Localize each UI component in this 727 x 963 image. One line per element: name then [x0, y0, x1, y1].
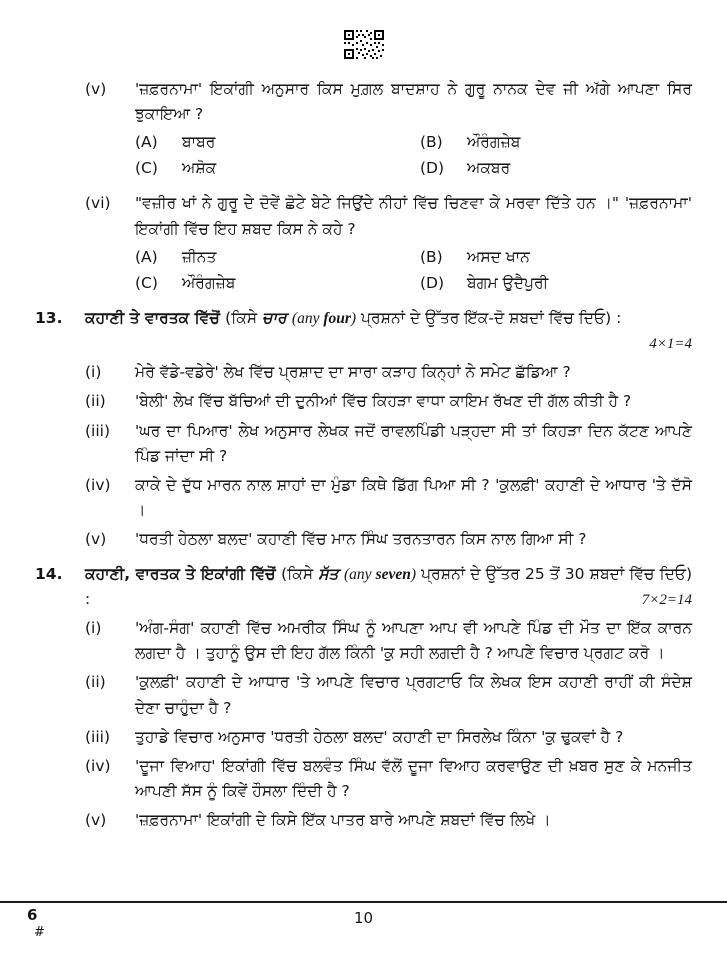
- question-text: ਤੁਹਾਡੇ ਵਿਚਾਰ ਅਨੁਸਾਰ 'ਧਰਤੀ ਹੇਠਲਾ ਬਲਦ' ਕਹਾਣੀ ਦਾ ਸਿਰਲੇਖ ਕਿੰਨਾ 'ਕੁ ਢੁਕਵਾਂ ਹੈ ?: [135, 727, 624, 746]
- question-text: 'ਜ਼ਫ਼ਰਨਾਮਾ' ਇਕਾਂਗੀ ਦੇ ਕਿਸੇ ਇੱਕ ਪਾਤਰ ਬਾਰੇ ਆਪਣੇ ਸ਼ਬਦਾਂ ਵਿੱਚ ਲਿਖੇ ।: [135, 811, 551, 830]
- question-label: (ii): [85, 392, 106, 411]
- question-label: (i): [85, 619, 102, 638]
- question-text: 'ਘਰ ਦਾ ਪਿਆਰ' ਲੇਖ ਅਨੁਸਾਰ ਲੇਖਕ ਜਦੋਂ ਰਾਵਲਪਿੰਡੀ ਪੜ੍ਹਦਾ ਸੀ ਤਾਂ ਕਿਹੜਾ ਦਿਨ ਕੱਟਣ ਆਪਣੇ ਪਿੰਡ ਜਾਂਦਾ ਸੀ ?: [135, 421, 692, 465]
- question-label: (vi): [85, 194, 111, 213]
- option-text: ਜ਼ੀਨਤ: [182, 247, 217, 266]
- option-label: (A): [135, 247, 158, 266]
- option-label: (B): [420, 247, 443, 266]
- keyword-english-post: ): [410, 566, 417, 584]
- option-text: ਅਸਦ ਖਾਨ: [467, 247, 530, 266]
- section-title-rest: ਪ੍ਰਸ਼ਨਾਂ ਦੇ ਉੱਤਰ 25 ਤੋਂ 30 ਸ਼ਬਦਾਂ ਵਿੱਚ ਦਿਓ) :: [85, 565, 692, 609]
- section-14-questions: [35, 616, 692, 833]
- section-title-bold: ਕਹਾਣੀ ਤੇ ਵਾਰਤਕ ਵਿੱਚੋਂ: [85, 308, 226, 327]
- keyword-english: seven: [375, 566, 411, 584]
- sub-question: [85, 616, 692, 666]
- section-title-bold: ਕਹਾਣੀ, ਵਾਰਤਕ ਤੇ ਇਕਾਂਗੀ ਵਿੱਚੋਂ: [85, 565, 282, 584]
- question-label: (v): [85, 529, 107, 548]
- question-label: (iv): [85, 475, 111, 494]
- sub-question: [85, 419, 692, 469]
- qr-code: [0, 0, 727, 59]
- footer-divider: [0, 901, 727, 903]
- section-13-header: [35, 306, 692, 331]
- question-label: (iii): [85, 727, 111, 746]
- qr-code-image: [344, 30, 384, 59]
- option-text: ਅਕਬਰ: [467, 159, 511, 178]
- section-title: [85, 562, 692, 612]
- section-title-paren: (ਕਿਸੇ: [225, 308, 263, 327]
- sub-question: [85, 725, 692, 750]
- question-label: (ii): [85, 673, 106, 692]
- option-text: ਅਸ਼ੋਕ: [182, 159, 217, 178]
- hash-mark: #: [34, 924, 45, 940]
- option-label: (D): [420, 273, 445, 292]
- sub-question: [85, 808, 692, 833]
- question-text: ਕਾਕੇ ਦੇ ਦੁੱਧ ਮਾਰਨ ਨਾਲ ਸ਼ਾਹਾਂ ਦਾ ਮੁੰਡਾ ਕਿਥੇ ਡਿੱਗ ਪਿਆ ਸੀ ? 'ਕੁਲਫ਼ੀ' ਕਹਾਣੀ ਦੇ ਆਧਾਰ 'ਤੇ ਦੱਸੋ ।: [135, 475, 692, 519]
- marks-value: 7×2=14: [641, 591, 692, 608]
- question-number: 14.: [35, 565, 63, 584]
- page-content: [0, 59, 727, 833]
- question-text: ਮੇਰੇ ਵੱਡੇ-ਵਡੇਰੇ' ਲੇਖ ਵਿੱਚ ਪ੍ਰਸ਼ਾਦ ਦਾ ਸਾਰਾ ਕੜਾਹ ਕਿਨ੍ਹਾਂ ਨੇ ਸਮੇਟ ਛੱਡਿਆ ?: [135, 363, 571, 382]
- option-label: (D): [420, 159, 445, 178]
- keyword-english-pre: (any: [344, 566, 376, 584]
- marks-value: 4×1=4: [649, 335, 692, 352]
- question-text: 'ਦੂਜਾ ਵਿਆਹ' ਇਕਾਂਗੀ ਵਿੱਚ ਬਲਵੰਤ ਸਿੰਘ ਵੱਲੋਂ ਦੂਜਾ ਵਿਆਹ ਕਰਵਾਉਣ ਦੀ ਖ਼ਬਰ ਸੁਣ ਕੇ ਮਨਜੀਤ ਆਪਣੀ ਸੱਸ ਨੂੰ ਕਿਵੇਂ ਹੌਸਲਾ ਦਿੰਦੀ ਹੈ ?: [135, 756, 692, 800]
- sub-question: [85, 360, 692, 385]
- sub-question: [85, 754, 692, 804]
- question-text: 'ਕੁਲਫ਼ੀ' ਕਹਾਣੀ ਦੇ ਆਧਾਰ 'ਤੇ ਆਪਣੇ ਵਿਚਾਰ ਪ੍ਰਗਟਾਓ ਕਿ ਲੇਖਕ ਇਸ ਕਹਾਣੀ ਰਾਹੀਂ ਕੀ ਸੰਦੇਸ਼ ਦੇਣਾ ਚਾਹੁੰਦਾ ਹੈ ?: [135, 673, 692, 717]
- options-grid: [135, 245, 692, 296]
- question-label: (iv): [85, 756, 111, 775]
- mcq-question-vi: [85, 191, 692, 295]
- question-text: "ਵਜ਼ੀਰ ਖਾਂ ਨੇ ਗੁਰੂ ਦੇ ਦੋਵੇਂ ਛੋਟੇ ਬੇਟੇ ਜਿਉਂਦੇ ਨੀਹਾਂ ਵਿੱਚ ਚਿਣਵਾ ਕੇ ਮਰਵਾ ਦਿੱਤੇ ਹਨ ।" 'ਜ਼ਫ਼ਰਨਾਮਾ' ਇਕਾਂਗੀ ਵਿੱਚ ਇਹ ਸ਼ਬਦ ਕਿਸ ਨੇ ਕਹੇ ?: [135, 194, 692, 238]
- option-label: (C): [135, 273, 158, 292]
- question-text: 'ਅੰਗ-ਸੰਗ' ਕਹਾਣੀ ਵਿੱਚ ਅਮਰੀਕ ਸਿੰਘ ਨੂੰ ਆਪਣਾ ਆਪ ਵੀ ਆਪਣੇ ਪਿੰਡ ਦੀ ਮੌਤ ਦਾ ਇੱਕ ਕਾਰਨ ਲਗਦਾ ਹੈ । ਤੁਹਾਨੂੰ ਉਸ ਦੀ ਇਹ ਗੱਲ ਕਿੰਨੀ 'ਕੁ ਸਹੀ ਲਗਦੀ ਹੈ ? ਆਪਣੇ ਵਿਚਾਰ ਪ੍ਰਗਟ ਕਰੋ ।: [135, 619, 692, 663]
- option-text: ਬੇਗਮ ਉਦੈਪੁਰੀ: [467, 273, 549, 292]
- section-14-header: [35, 562, 692, 612]
- section-13-questions: [35, 360, 692, 552]
- question-label: (i): [85, 363, 102, 382]
- page-number: 10: [353, 909, 374, 927]
- question-label: (v): [85, 811, 107, 830]
- option-label: (B): [420, 133, 443, 152]
- question-label: (v): [85, 80, 107, 98]
- option-label: (A): [135, 133, 158, 152]
- keyword-punjabi: ਚਾਰ: [262, 308, 292, 327]
- keyword-punjabi: ਸੱਤ: [318, 565, 345, 584]
- section-14: [35, 562, 692, 833]
- keyword-english-post: ): [350, 309, 357, 327]
- option-text: ਔਰੰਗਜ਼ੇਬ: [182, 273, 236, 292]
- keyword-english: four: [323, 309, 351, 327]
- booklet-number: 6: [27, 906, 38, 924]
- section-13: [35, 306, 692, 552]
- section-title-paren: (ਕਿਸੇ: [281, 565, 319, 584]
- sub-question: [85, 389, 692, 414]
- section-title: [85, 306, 692, 331]
- option-text: ਔਰੰਗਜ਼ੇਬ: [467, 133, 521, 152]
- question-text: 'ਧਰਤੀ ਹੇਠਲਾ ਬਲਦ' ਕਹਾਣੀ ਵਿੱਚ ਮਾਨ ਸਿੰਘ ਤਰਨਤਾਰਨ ਕਿਸ ਨਾਲ ਗਿਆ ਸੀ ?: [135, 529, 587, 548]
- sub-question: [85, 527, 692, 552]
- option-label: (C): [135, 159, 158, 178]
- question-text: 'ਜ਼ਫ਼ਰਨਾਮਾ' ਇਕਾਂਗੀ ਅਨੁਸਾਰ ਕਿਸ ਮੁਗ਼ਲ ਬਾਦਸ਼ਾਹ ਨੇ ਗੁਰੂ ਨਾਨਕ ਦੇਵ ਜੀ ਅੱਗੇ ਆਪਣਾ ਸਿਰ ਝੁਕਾਇਆ ?: [135, 80, 692, 124]
- mcq-question-v: [85, 77, 692, 181]
- question-text: 'ਬੇਲੀ' ਲੇਖ ਵਿੱਚ ਬੱਚਿਆਂ ਦੀ ਦੁਨੀਆਂ ਵਿੱਚ ਕਿਹੜਾ ਵਾਧਾ ਕਾਇਮ ਰੱਖਣ ਦੀ ਗੱਲ ਕੀਤੀ ਹੈ ?: [135, 392, 632, 411]
- sub-question: [85, 670, 692, 720]
- keyword-english-pre: (any: [291, 309, 324, 327]
- sub-question: [85, 473, 692, 523]
- question-number: 13.: [35, 308, 63, 327]
- option-text: ਬਾਬਰ: [182, 133, 216, 152]
- options-grid: [135, 130, 692, 181]
- marks-row: [35, 331, 692, 356]
- section-title-rest: ਪ੍ਰਸ਼ਨਾਂ ਦੇ ਉੱਤਰ ਇੱਕ-ਦੋ ਸ਼ਬਦਾਂ ਵਿੱਚ ਦਿਓ) :: [356, 308, 622, 327]
- question-label: (iii): [85, 421, 111, 440]
